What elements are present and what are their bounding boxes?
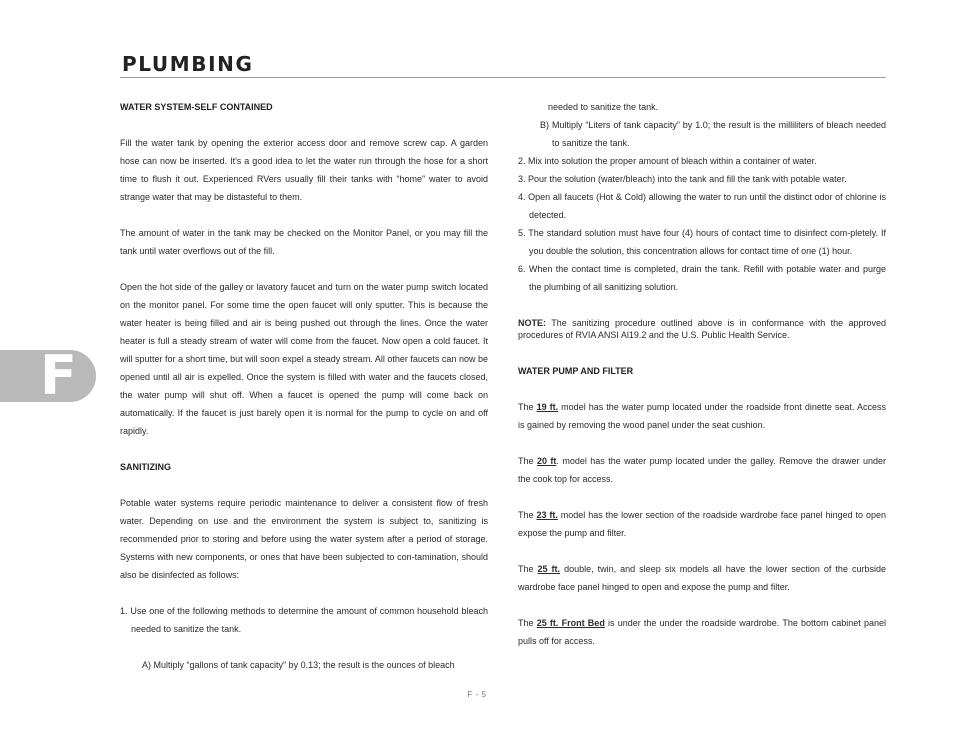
text-prefix: The [518, 402, 537, 412]
model-19ft: 19 ft. [536, 402, 559, 412]
text-19ft: model has the water pump located under the roadside front dinette seat. Access is gained by removing the wood panel under the seat cushion. [518, 402, 886, 430]
list-item-1: 1. Use one of the following methods to determine the amount of common household bleach needed to sanitize the tank. [120, 606, 488, 634]
heading-water-pump: WATER PUMP AND FILTER [518, 366, 634, 376]
list-item-4: 4. Open all faucets (Hot & Cold) allowing the water to run until the distinct odor of chlorine is detected. [518, 192, 886, 220]
sub-item-a-continued: needed to sanitize the tank. [548, 102, 659, 112]
heading-sanitizing: SANITIZING [120, 462, 171, 472]
paragraph-sanitizing: Potable water systems require periodic maintenance to deliver a consistent flow of fresh water. Depending on use and the environment the system is subject to, sanitizing is recommended prior to storing and before using the water system after a period of storage. Systems with new components, or ones that have been subjected to con-tamination, should also be disinfected as follows: [120, 498, 488, 580]
sub-item-b: B) Multiply “Liters of tank capacity” by 1.0; the result is the milliliters of bleach needed to sanitize the tank. [540, 120, 886, 148]
list-item-6: 6. When the contact time is completed, drain the tank. Refill with potable water and purge the plumbing of all sanitizing solution. [518, 264, 886, 292]
paragraph-23ft [518, 506, 886, 542]
note-paragraph [518, 317, 886, 341]
paragraph-25ft-front-bed [518, 614, 886, 650]
text-23ft: model has the lower section of the roadside wardrobe face panel hinged to open expose the pump and filter. [518, 510, 886, 538]
section-tab-letter: F [40, 344, 77, 407]
model-25ft-front-bed: 25 ft. Front Bed [536, 618, 605, 628]
paragraph-19ft [518, 398, 886, 434]
list-item-5: 5. The standard solution must have four (4) hours of contact time to disinfect com-pletely. If you double the solution, this concentration allows for contact time of one (1) hour. [518, 228, 886, 256]
paragraph-fill-tank: Fill the water tank by opening the exterior access door and remove screw cap. A garden hose can now be inserted. It's a good idea to let the water run through the hose for a short time to flush it out. Experienced RVers usually fill their tanks with “home” water to avoid strange water that may be distasteful to them. [120, 138, 488, 202]
right-column [518, 98, 886, 650]
text-prefix: The [518, 618, 537, 628]
page-number: F - 5 [467, 690, 487, 699]
list-item-2: 2. Mix into solution the proper amount of bleach within a container of water. [518, 156, 817, 166]
text-prefix: The [518, 564, 538, 574]
paragraph-monitor-panel: The amount of water in the tank may be checked on the Monitor Panel, or you may fill the tank until water overflows out of the fill. [120, 228, 488, 256]
sub-item-a: A) Multiply “gallons of tank capacity” by 0.13; the result is the ounces of bleach [142, 660, 455, 670]
model-20ft: 20 ft [536, 456, 557, 466]
text-25ft-front-bed: is under the under the roadside wardrobe. The bottom cabinet panel pulls off for access. [518, 618, 886, 646]
section-tab [0, 344, 96, 407]
model-23ft: 23 ft. [536, 510, 558, 520]
note-label: NOTE: [518, 318, 546, 328]
list-item-3: 3. Pour the solution (water/bleach) into the tank and fill the tank with potable water. [518, 174, 847, 184]
left-column [120, 98, 488, 674]
page-title: PLUMBING [122, 52, 254, 76]
text-20ft: . model has the water pump located under the galley. Remove the drawer under the cook top for access. [518, 456, 886, 484]
note-text: The sanitizing procedure outlined above is in conformance with the approved procedures of RVIA ANSI Al19.2 and the U.S. Public Health Service. [518, 318, 886, 340]
paragraph-25ft [518, 560, 886, 596]
text-prefix: The [518, 456, 537, 466]
text-prefix: The [518, 510, 537, 520]
heading-water-system: WATER SYSTEM-SELF CONTAINED [120, 102, 273, 112]
paragraph-20ft [518, 452, 886, 488]
title-rule [120, 77, 886, 78]
model-25ft: 25 ft. [537, 564, 561, 574]
paragraph-faucet: Open the hot side of the galley or lavatory faucet and turn on the water pump switch located on the monitor panel. For some time the open faucet will only sputter. This is because the water heater is being filled and air is being pushed out through the lines. Once the water heater is full a steady stream of water will come from the faucet. Now open a cold faucet. It will sputter for a short time, but will soon expel a steady stream. All other faucets can now be opened until all air is expelled. Once the system is filled with water and the faucets closed, the water pump will shut off. When a faucet is opened the pump will come back on automatically. If the faucet is just barely open it is normal for the pump to cycle on and off rapidly. [120, 282, 488, 436]
text-25ft: double, twin, and sleep six models all have the lower section of the curbside wardrobe face panel hinged to open and expose the pump and filter. [518, 564, 886, 592]
